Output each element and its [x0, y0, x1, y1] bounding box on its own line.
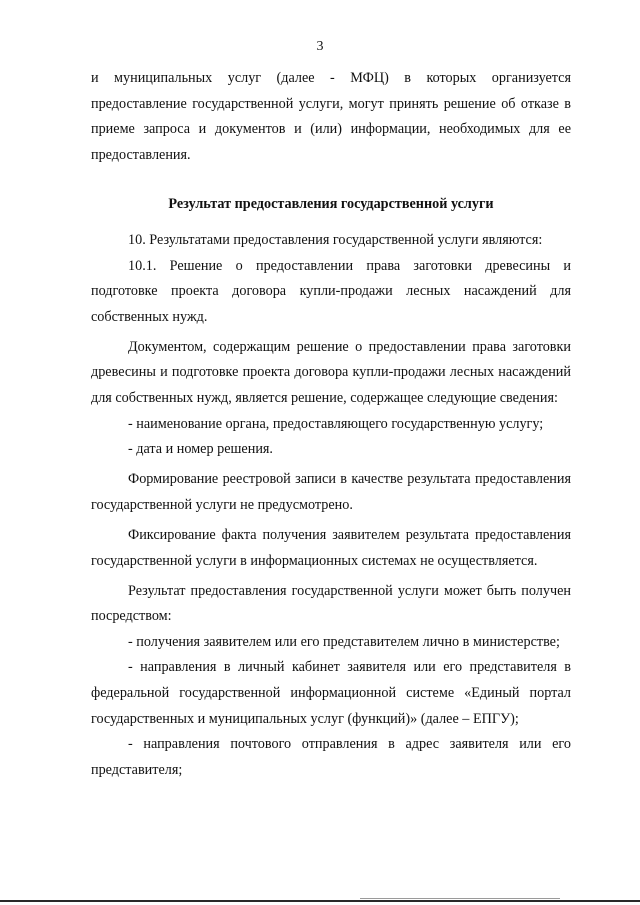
paragraph-registry-record: Формирование реестровой записи в качестве результата предоставления государственной услуги не предусмотрено.: [91, 471, 571, 513]
document-body: [91, 66, 571, 783]
paragraph-mfc-refusal: и муниципальных услуг (далее - МФЦ) в которых организуется предоставление государственной услуги, могут принять решение об отказе в приеме запроса и документов и (или) информации, необходимых для ее предоставления.: [91, 70, 571, 163]
paragraph-10-results: 10. Результатами предоставления государственной услуги являются:: [128, 231, 543, 248]
list-item-authority-name: - наименование органа, предоставляющего государственную услугу;: [128, 415, 544, 432]
paragraph-fixation: Фиксирование факта получения заявителем результата предоставления государственной услуги в информационных системах не осуществляется.: [91, 527, 571, 569]
paragraph-result-obtained: Результат предоставления государственной услуги может быть получен посредством:: [91, 582, 571, 625]
list-item-epgu-cabinet: - направления в личный кабинет заявителя или его представителя в федеральной государственной информационной системе «Единый портал государственных и муниципальных услуг (функций)» (далее – ЕПГУ);: [91, 659, 571, 727]
list-item-in-person: - получения заявителем или его представителем лично в министерстве;: [128, 633, 560, 650]
scan-edge-line-faint: [360, 898, 560, 899]
paragraph-decision-document: Документом, содержащим решение о предоставлении права заготовки древесины и подготовке проекта договора купли-продажи лесных насаждений для собственных нужд, является решение, содержащее следующие сведения:: [91, 338, 571, 407]
list-item-postal: - направления почтового отправления в адрес заявителя или его представителя;: [91, 736, 571, 778]
scan-edge-line: [0, 900, 640, 902]
page-number: 3: [316, 39, 324, 54]
list-item-date-number: - дата и номер решения.: [128, 441, 273, 458]
paragraph-10-1-decision: 10.1. Решение о предоставлении права заготовки древесины и подготовке проекта договора купли-продажи лесных насаждений для собственных нужд.: [91, 257, 571, 325]
section-heading-result: Результат предоставления государственной услуги: [168, 196, 494, 213]
